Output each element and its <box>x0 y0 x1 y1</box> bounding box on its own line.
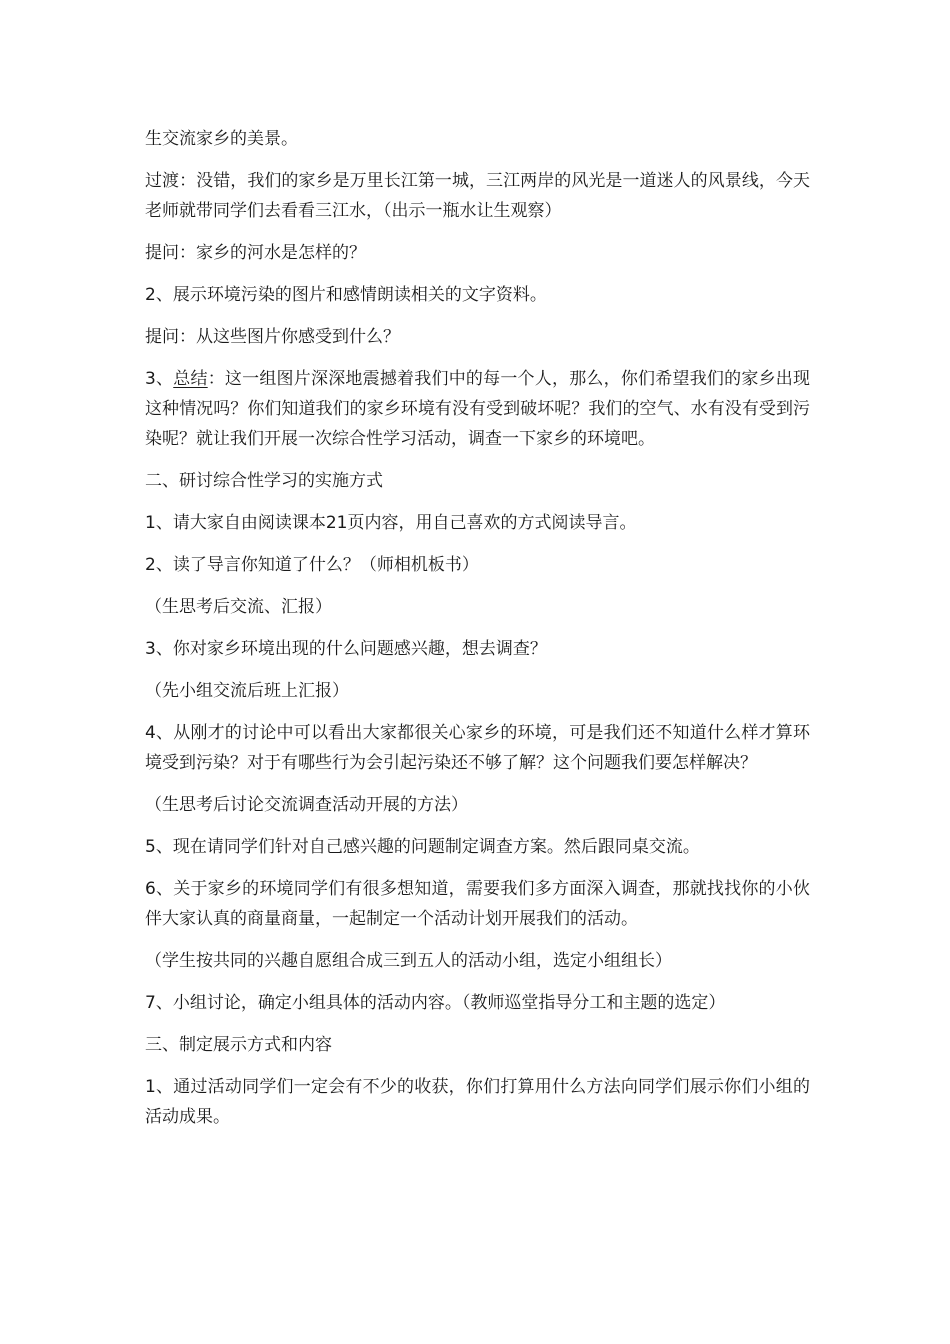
paragraph-10: （生思考后交流、汇报） <box>145 597 332 617</box>
paragraph-6-rest: ：这一组图片深深地震撼着我们中的每一个人，那么，你们希望我们的家乡出现这种情况吗？你们知道我们的家乡环境有没有受到破坏呢？我们的空气、水有没有受到污染呢？就让我们开展一次综合性学习活动，调查一下家乡的环境吧。 <box>145 369 810 449</box>
paragraph-6 <box>145 364 810 454</box>
paragraph-11: 3、你对家乡环境出现的什么问题感兴趣，想去调查？ <box>145 639 547 659</box>
paragraph-20: 1、通过活动同学们一定会有不少的收获，你们打算用什么方法向同学们展示你们小组的活动成果。 <box>145 1077 810 1127</box>
paragraph-3: 提问：家乡的河水是怎样的？ <box>145 243 366 263</box>
paragraph-1: 生交流家乡的美景。 <box>145 129 298 149</box>
paragraph-8: 1、请大家自由阅读课本21页内容，用自己喜欢的方式阅读导言。 <box>145 513 637 533</box>
paragraph-5: 提问：从这些图片你感受到什么？ <box>145 327 400 347</box>
paragraph-16: 6、关于家乡的环境同学们有很多想知道，需要我们多方面深入调查，那就找找你的小伙伴大家认真的商量商量，一起制定一个活动计划开展我们的活动。 <box>145 879 810 929</box>
paragraph-4: 2、展示环境污染的图片和感情朗读相关的文字资料。 <box>145 285 547 305</box>
section-heading-3: 三、制定展示方式和内容 <box>145 1035 332 1055</box>
paragraph-9: 2、读了导言你知道了什么？（师相机板书） <box>145 555 479 575</box>
paragraph-17: （学生按共同的兴趣自愿组合成三到五人的活动小组，选定小组组长） <box>145 951 672 971</box>
paragraph-6-prefix: 3、 <box>145 369 174 389</box>
document-body <box>145 124 810 1144</box>
paragraph-15: 5、现在请同学们针对自己感兴趣的问题制定调查方案。然后跟同桌交流。 <box>145 837 700 857</box>
paragraph-18: 7、小组讨论，确定小组具体的活动内容。（教师巡堂指导分工和主题的选定） <box>145 993 726 1013</box>
underlined-summary-word: 总结 <box>173 369 208 389</box>
paragraph-13: 4、从刚才的讨论中可以看出大家都很关心家乡的环境，可是我们还不知道什么样才算环境受到污染？对于有哪些行为会引起污染还不够了解？这个问题我们要怎样解决？ <box>145 723 810 773</box>
paragraph-14: （生思考后讨论交流调查活动开展的方法） <box>145 795 468 815</box>
section-heading-2: 二、研讨综合性学习的实施方式 <box>145 471 383 491</box>
paragraph-12: （先小组交流后班上汇报） <box>145 681 349 701</box>
paragraph-2: 过渡：没错，我们的家乡是万里长江第一城，三江两岸的风光是一道迷人的风景线，今天老师就带同学们去看看三江水，（出示一瓶水让生观察） <box>145 171 810 221</box>
